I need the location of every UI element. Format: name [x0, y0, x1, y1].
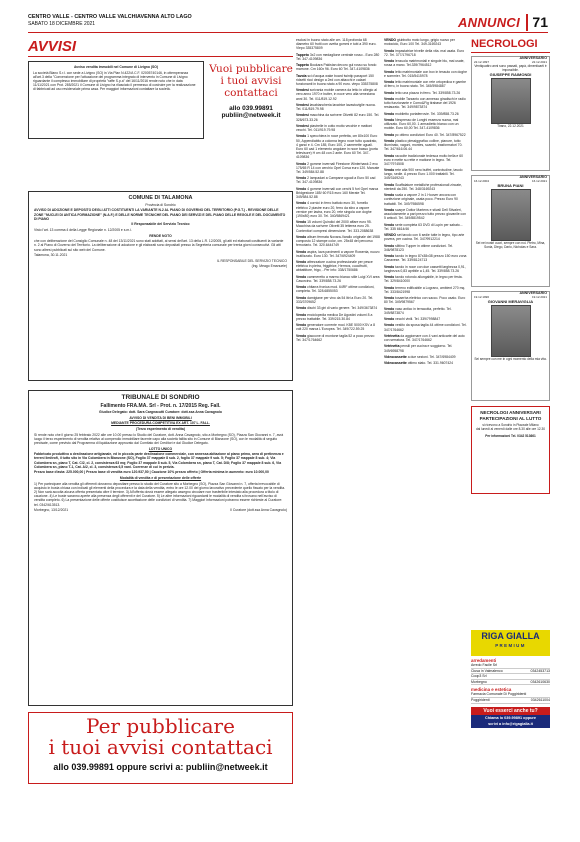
rigagialla-logo-sub: PREMIUM	[495, 643, 526, 648]
promo-small	[209, 63, 293, 139]
classified-ad	[384, 91, 468, 95]
rigagialla-entry-name: Poggiridenti	[471, 697, 490, 702]
necrologi-service-line2: dal lunedì al venerdì dalle ore 8.30 alle ore 12.30	[475, 427, 546, 432]
classified-ad	[384, 49, 468, 57]
classified-ad-text: rete alta 900 nero buffet, controtudine, tavolo lungo, sedie. A prezzo Euro 1.000 trattabili. Tel. 349/3169243	[384, 168, 463, 181]
classified-ad	[384, 168, 468, 180]
classified-ad-lead: Vendo	[296, 295, 307, 300]
classified-ad-text: sci d'acqua wake board twintip passport 150 ridsetti ricci design a 2ed con attacchi e calzari funzionanti in buono stato a 90 euro. vlepo 335375808	[296, 73, 378, 86]
rigagialla-logo	[471, 630, 550, 656]
notice-talamona-place: Talamona, 30.11.2021	[34, 253, 68, 258]
classified-ad-lead: Vendo	[384, 296, 395, 301]
notice-tribunale-body2: Fabbricato produttivo a destinazione artigianale, ed in piccola parte destinazione commerciale, con annessa abitazione al piano primo, area di pertinenza e terreni limitrofi, il tutto sito in Via Colombera in Bianzone (SO), Foglio 37 mappale 8 sub. 2, foglio 37 mappale 9 sub. 5; Foglio 37 mappale 8 sub. 4; Via Colombera sn, piano T, Cat. C/2, cl. 2, consistenza 63 mq; Foglio 37 mappale 8 sub. 5, Via Colombera sn, piano T, Cat. D/8; Foglio 37 mappale 8 sub. 6, Via Colombera sn, piano T-1, Cat. A/2, cl. 3, consistenza 6,5 vani. Coerenze di cui in perizia.	[34, 452, 284, 469]
notice-tribunale	[28, 390, 293, 706]
classified-ad-lead: Vendo	[384, 323, 395, 328]
classified-ad-lead: Vendo	[296, 176, 307, 181]
necrologio-name: BRUNA PIANI	[497, 182, 524, 188]
classified-ad	[296, 250, 380, 258]
classified-ad	[384, 296, 468, 304]
necrologio-date-start: 19.12.1996	[474, 294, 490, 299]
classified-ad-text: set tavolo con 6 sedie tutte in legno, tipo arte povera, per cucina. Tel. 347/9912214	[384, 233, 465, 242]
classified-ad-text: macchina da scrivere Olivetti 82 euro 150. Tel. 328/673.33.26	[296, 113, 380, 122]
classified-ad-lead: VENDO	[384, 233, 397, 238]
classified-ad-text: 4 cornici in ferro battuto euro 30, fornello elettrico 2 piastre euro 20, ferro da stiro a vapore vernice per lastra, euro 20, rete singola con doghe (190x80) euro 30. Tel. 340/5869421	[296, 201, 372, 218]
classified-ad-lead: Vendo	[384, 254, 395, 259]
notice-talamona-rende: RENDE NOTO	[149, 233, 172, 238]
classified-ad-text: 3x2 con medaglione centrale rosso - Euro 280 Tel. 347-4109836	[296, 52, 380, 61]
necrologio-date-end: 22.12.2021	[531, 59, 547, 64]
necrologi-service-title: NECROLOGI ANNIVERSARI PARTECIPAZIONI AL LUTTO	[479, 410, 542, 421]
classified-ad-lead: Vendo	[384, 96, 395, 101]
publication-info	[28, 14, 192, 27]
rigagialla-section-arredamenti: arredamenti	[471, 658, 497, 663]
classified-ad-text: serie completa 63 DVD di Lupin per sabato... Tel. 335 6614/46	[384, 222, 463, 231]
classifieds-column-1	[296, 38, 380, 836]
classified-ad	[384, 118, 468, 130]
portrait-photo	[491, 78, 531, 124]
classified-ad-text: ottimo stato. Tel. 331.9607424	[407, 361, 454, 366]
rigagialla-entry-name: Farmacia Comunale Di Poggiridenti	[471, 692, 527, 697]
notice-talamona-sign2: (Ing. Meago Emanuele)	[251, 264, 287, 269]
classified-ad-lead: Vendo	[384, 264, 395, 269]
necrologio-label: ANNIVERSARIO	[519, 175, 547, 179]
classified-ad-lead: Vendo	[296, 249, 307, 254]
classified-ad	[296, 103, 380, 111]
necrologi-service-line1: si ricevono a Sondrio in Piazzale Milano	[482, 423, 539, 428]
classified-ad	[296, 285, 380, 293]
promo-big-line1: Per pubblicare	[86, 714, 235, 738]
classified-ad-text: tavolo in legno 87x38x38 prezzo 150 euro zona Canavese. Tel. 339/8124713	[384, 254, 467, 263]
classified-ad-lead: Vendo	[296, 201, 307, 206]
necrologi-heading: NECROLOGI	[471, 38, 550, 53]
classified-ad-text: scarpe Dottor Martens e stivali Dell Stivaleri, assolutamente a pari prezzo tutto prezzo giovanile con 5 articoli. Tel. 349/8819542	[384, 207, 466, 221]
rigagialla-email[interactable]: scrivi a info@rigagialla.it	[471, 721, 550, 728]
classified-ad	[384, 38, 468, 46]
classified-ad-lead: Vendo	[296, 323, 307, 328]
classified-ad	[384, 112, 468, 116]
classified-ad-text: album fermata Novara-Varallo originale del 1988 composto 12 stampe color, cm. 25x48 del percorso ferroviario. Tel. 320.6444749	[296, 234, 380, 248]
classified-ad-lead: Vendo	[384, 243, 395, 248]
necrologio-piani	[471, 175, 550, 287]
classified-ad	[384, 265, 468, 273]
classified-ad	[296, 176, 380, 184]
classified-ad-text: tavolo in noce con due cassetti larghezza 0,91, lunghezza 0,83 apribile a 1,45. Tel. 339/858.73.26	[384, 264, 466, 273]
classified-ad	[296, 235, 380, 247]
rigagialla-entry-phone: 0342611004	[530, 697, 550, 702]
classified-ad	[384, 97, 468, 109]
notice-tribunale-sub5: (Terzo esperimento di vendita)	[136, 427, 185, 432]
classified-ad	[384, 244, 468, 252]
classified-ad-text: Boukara Pakistan decoro gul rosso su fondo marrone. Cm 160x 96. Euro 60 Tel. 347-4109836	[296, 63, 377, 72]
classified-ad-text: impastatrice trivelle della vita. mai usata. Euro 72. Tel. 377/1796718	[384, 48, 465, 57]
classified-ad	[296, 334, 380, 342]
classified-ad	[384, 361, 468, 365]
classified-ad-lead: Tavola	[296, 73, 307, 78]
classified-ad	[384, 208, 468, 220]
avvisi-heading: AVVISI	[28, 38, 293, 57]
necrologio-date-start: 16.12.2004	[474, 178, 490, 183]
classified-ad-text: letto matrimoniale con box in tessuto con doghe e sommier. Tel. 015/5415978	[384, 69, 467, 78]
classified-ad-text: cammeretto a marmo bianco stile Luigi XVI area Casorcino. Tel. 339/858.73.26	[296, 274, 380, 283]
classified-ad	[384, 133, 468, 137]
classified-ad-lead: Vendo	[296, 186, 307, 191]
necrologio-date-end: 19.12.2021	[531, 294, 547, 299]
classified-ad-text: 4 gomme invernali con cerchi 5 fori Opel marca Bridgestone 185/ 60 R15 euro 160 Merate Tel. 349/584.52.88	[296, 186, 379, 200]
classified-ad	[384, 154, 468, 166]
classified-ad-lead: Vendo	[384, 153, 395, 158]
classified-ad-text: letto matrimoniale con rete ortopedica e gambe di ferro, in buono stato. Tel. 345/5984887	[384, 80, 467, 89]
classified-ad-text: dischi 33 giri di vario genere. Tel. 349/3673874	[307, 306, 378, 311]
classified-ad-lead: Vendo	[384, 69, 395, 74]
classified-ad	[296, 296, 380, 304]
classified-ad-text: aspira, lava pavimenti a vapore Rowenta, nuovo inutilizzato. Euro 130. Tel. 347/6924409	[296, 249, 380, 258]
classified-ad-text: piastrelle in cotto motto vecchie e mattoni vecchi. Tel. 011/919.79.98	[296, 123, 372, 133]
classified-ad-text: vaso antico in terracotta, perfetto. Tel. 349/8873874	[384, 306, 452, 315]
classified-ad-text: da aggiornare con 4 vani anticarte del auto con serratura. Tel. 347/1764662	[384, 333, 465, 343]
classified-ad-lead: Vendo	[296, 306, 307, 311]
classified-ad	[384, 59, 468, 67]
necrologio-text: Sei nei nostri cuori, sempre con noi. Pietro, Mina, Sonia, Diego, Dario, Nicholas e Sara.	[475, 240, 546, 249]
classified-ad	[296, 220, 380, 232]
classified-ad	[296, 113, 380, 121]
avvisi-column	[28, 38, 293, 836]
classified-ad	[384, 233, 468, 241]
rigagialla-entry	[471, 680, 550, 686]
notice-tribunale-title: TRIBUNALE DI SONDRIO	[121, 394, 200, 401]
rigagialla-entry	[471, 698, 550, 704]
classified-ad	[384, 317, 468, 321]
rigagialla-entry-name: Coop3 Srl	[471, 674, 487, 679]
notice-livigno-body: La società Blano S.r.l. con sede a Livigno (SO) in Via Plan N.422/A C.F. 02005740146, in ottemperanza all'art.3 della "Convenzione per l'attuazione del programma integrato di intervento in Comune di Livigno riguardante il complesso immobiliare di proprietà "raffe S.p.a" del 16/11/2016 rende noto che in data 11/11/2021 con Prot. 285/2021 il Comune di Livigno ha rilasciato il permesso di costruire per la realizzazione di fabbricati ad uso residenziale prima casa. Per maggiori informazioni contattare la società.	[33, 70, 196, 92]
classified-ad	[296, 162, 380, 174]
notice-livigno	[28, 61, 204, 139]
classified-ad-lead: Vendo	[384, 222, 395, 227]
classified-ad-text: 15 volumi Quindici del 2000 affare euro 95. Macchina da scrivere Olivetti 35 letterea euro 25. Contenitori compresi dimensione. Tel. 333.2088638	[296, 220, 374, 233]
classified-ad-lead: Vendo	[296, 220, 307, 225]
promo-small-phone: allo 039.99891	[229, 105, 273, 112]
classified-ad	[384, 139, 468, 151]
classified-ad	[296, 88, 380, 100]
classified-ad-text: Scaffalature metalliche professionali zincate, nientedi da 250. Tel. 348/3169243	[384, 182, 462, 191]
necrologio-date-end: 16.12.2021	[531, 178, 547, 183]
promo-big-line2: i tuoi avvisi contattaci	[48, 735, 273, 759]
classified-ad-lead: Vendo	[384, 193, 395, 198]
classified-ad-text: 1 specchiera in noce perfetta, cm 80x100 Euro 50, Appendiabito a colonna legno noce tutto quadrato, 4 ganci e 4. Cm 185, Euro 100, 2 camerette uguali. Euro 60 cad 1 elemento angolare in noce basso (porta televisore) H cm 48 con 2 ante. Euro 60 Tel. 347-4109836	[296, 134, 378, 160]
classified-ad-text: letto una piazza in ferro. Tel. 339/858.73.26	[395, 90, 461, 95]
notice-talamona-subtitle: Provincia di Sondrio	[145, 202, 176, 207]
classified-ad-text: enciclopedia medica De Agostini volumi 8 a prezzo trattabile. Tel. 339/215.30.84	[296, 312, 373, 321]
classified-ad-lead: Vendo	[296, 134, 307, 139]
rigagialla-entry-name: Morbegno	[471, 679, 487, 684]
notice-tribunale-lot: LOTTO UNICO	[148, 446, 173, 451]
classified-ad	[296, 38, 380, 50]
notice-talamona-heading: AVVISO DI ADOZIONE E DEPOSITO DEGLI ATTI COSTITUENTI LA VARIANTE N.2 AL PIANO DI GOVERNO DEL TERRITORIO (P.G.T.) - REVISIONE DELLE ZONE "NUCLEI DI ANTICA FORMAZIONE" (N.A.F.) E DELLE NORME TECNICHE DEL PIANO DEI SERVIZI E DEL PIANO DELLE REGOLE E DEL DOCUMENTO DI PIANO	[34, 208, 286, 221]
classified-ad-text: scala a vapore 2 in 1 Hoover ancora con confezione originale, usata poco. Prezzo Euro 90 trattabili. Tel. 349/7986598	[384, 193, 458, 206]
notice-livigno-title: Avviso vendita immobili nel Comune di Livigno (SO)	[73, 65, 159, 69]
notice-tribunale-sign: Il Curatore (dott.ssa Anna Cavagnolo)	[230, 508, 287, 513]
necrologio-name: GIUSEPPE RAIMONDI	[489, 71, 532, 77]
classified-ad	[296, 63, 380, 71]
rigagialla-section-medicina: medicina e estetica	[471, 687, 512, 693]
portrait-photo	[491, 305, 531, 357]
classified-ad	[384, 355, 468, 359]
notice-talamona-body: che con deliberazione del Consiglio Comunale n. 48 del 13/11/2021 sono stati adottati, ai sensi dell'art. 13 della L.R. 12/2005, gli atti ed elaborati costituenti la variante n. 2 al Piano di Governo del Territorio. La deliberazione di adozione e gli elaborati sono depositati presso la Segreteria comunale per trenta giorni consecutivi. Gli atti sono altresì pubblicati sul sito web del Comune.	[34, 239, 284, 252]
classified-ad-lead: Vendo	[296, 234, 307, 239]
classified-ad-lead: Vendo	[384, 306, 395, 311]
necrologi-service-phone: Per informazioni Tel. 0342 513661	[485, 434, 536, 438]
classified-ad-lead: Vendo	[384, 90, 395, 95]
necrologio-meraviglia	[471, 291, 550, 401]
classified-ad-lead: Tappeto	[296, 52, 309, 57]
notice-talamona-sign1: IL RESPONSABILE DEL SERVIZIO TECNICO	[216, 258, 287, 263]
classified-ad-text: lenzuola matrimoniali e singole blu, mai usate, rossa a mano. Tel.339/7964512	[384, 59, 465, 68]
classified-ad	[384, 307, 468, 315]
necrologi-service-box	[471, 406, 550, 494]
classified-ad-text: giaccone di montone taglia 52 a poco prezzo Tel. 347/1764662	[296, 333, 375, 342]
classified-ad-text: vestito da sposa taglia 44 ottime condizioni. Tel. 347/1764662	[384, 323, 467, 332]
necrologio-date-start: 22.12.1997	[474, 59, 490, 64]
classified-ad-text: 2 gomme invernali Firestone Winterhawk 2 evo 175/65 R 14 con cerchio Opel Corsa euro 120. Marcate Tel. 349/584.52.88	[296, 161, 380, 174]
classified-ad	[384, 80, 468, 88]
classified-ad-lead: Vendo	[384, 317, 395, 322]
classified-ad-text: mobile Tarzanto con annesso giradischi e radio tutto funzionante e Como&Fig tirabase del 1926 restaurato. Tel. 349/9873874	[384, 96, 466, 110]
classified-ad-lead: Vetrinetta	[384, 344, 400, 349]
notice-tribunale-place: Morbegno, 13/12/2021	[34, 508, 69, 513]
classified-ad	[384, 70, 468, 78]
notice-tribunale-sub4: MEDIANTE PROCEDURA COMPETITIVA EX ART. 107 L. FALL.	[111, 421, 210, 426]
classified-ad-text: mobiletto portaferrovie. Tel. 339/858.73.26	[395, 111, 459, 116]
notice-tribunale-sub1: Fallimento FRA.MA. Srl - Prot. n. 17/2015 Reg. Fall.	[100, 402, 221, 409]
classified-ad-lead: Vendo	[296, 260, 307, 265]
necrologio-place: Tirano, 22.12.2021	[497, 123, 524, 128]
classified-ad	[384, 183, 468, 191]
classified-ad-lead: Vendo	[296, 285, 307, 290]
notice-talamona	[28, 191, 293, 381]
rigagialla-list-medicina	[471, 692, 550, 703]
classified-ad-lead: Videocassette	[384, 354, 407, 359]
notice-tribunale-sub2: Giudice Delegato: dott. Sara Cargnacutti Curatore: dott.ssa Anna Cavagnolo	[99, 410, 222, 415]
classified-ad-lead: Vendo	[384, 111, 395, 116]
classified-ad-text: chitarra fronica mod. 64RF ottime condizioni, completa. Tel. 328.6855053	[296, 285, 375, 294]
classified-ad-lead: Vendo	[384, 168, 395, 173]
necrologio-name: GIOVANNI MERAVIGLIA	[487, 298, 534, 304]
classified-ad	[384, 254, 468, 262]
necrologi-section	[471, 38, 550, 496]
classified-ad-lead: Vendesi	[296, 102, 309, 107]
classified-ad	[296, 313, 380, 321]
classified-ad-text: attrezzature cucina professionale per pesce elettrica in pietra, friggitrice, Hermos, cuocifrutti, abbattitore, frigo, ..Per info: 338/1750686	[296, 260, 373, 273]
promo-small-line3: contattaci	[224, 87, 278, 99]
classified-ad	[384, 286, 468, 294]
notice-tribunale-prices: Prezzo base d'asta: 225.000,00 | Prezzo base di vendita euro 120.937,50 | Cauzione 10% prezzo offerto | Offerta minima in aumento: euro 10.000,00	[34, 470, 269, 475]
classified-ad	[296, 187, 380, 199]
classified-ad-lead: Vendo	[384, 117, 395, 122]
classified-ad-text: vecchi vinili. Tel. 339/7998847	[395, 317, 441, 322]
classified-ad-text: pensili per cucina e soggiorno. Tel. 349/6958798	[384, 344, 453, 353]
rigagialla-list-arredamenti	[471, 663, 550, 685]
classified-ad-lead: Vendo	[296, 274, 307, 279]
rigagialla-question: Vuoi esserci anche tu?	[471, 707, 550, 715]
classified-ad	[296, 134, 380, 159]
classified-ad-text: esclusi in buono stato alle cm. 118 profonda 68 diametro 60 frutti con uvetta gommi e tubi a 390 euro. Vlepo 335375809	[296, 38, 377, 51]
classifieds-column-2	[384, 38, 468, 836]
classified-ad	[384, 223, 468, 231]
classified-ad	[296, 53, 380, 61]
classified-ad	[384, 334, 468, 342]
necrologio-label: ANNIVERSARIO	[519, 56, 547, 60]
necrologio-label: ANNIVERSARIO	[519, 291, 547, 295]
notice-tribunale-sub3: AVVISO DI VENDITA DI BENI IMMOBILI	[129, 415, 192, 420]
classified-ad-lead: Vendo	[296, 161, 307, 166]
promo-big	[28, 712, 293, 784]
classified-ad-text: raccolte tradizionale tedesca molto bella e 60 euro e mette su rette e mattone in legno. Tel. 347/7974508	[384, 153, 463, 166]
necrologio-raimondi	[471, 56, 550, 171]
rigagialla-entry-phone: 0342453713	[530, 668, 550, 673]
classified-ad-text: slittino Tupper in ottime condizioni. Tel. 346/9878123	[384, 243, 454, 252]
necrologio-text: Sei sempre con me in ogni momento della mia vita.	[474, 356, 547, 361]
classified-ad-lead: Vendo	[384, 48, 395, 53]
rigagialla-ad	[471, 630, 550, 810]
classified-ad-text: scrivania mobile camera da letto in ciliegio al vero anno 1970 e butter, in noce vero alla veneziana anni 30. Tel. 011/819.12.92	[296, 88, 377, 101]
classified-ad-lead: Videocassette	[384, 361, 407, 366]
classified-ad	[384, 323, 468, 331]
classified-ad-lead: Vendo	[296, 312, 307, 317]
classified-ad-text: a due sezioni. Tel. 347/6984409	[407, 354, 456, 359]
classified-ad-text: lavabiancheria lavatrice lavastoviglie nuova. Tel. 011/819.79.98	[296, 102, 376, 112]
classified-ad-lead: Vendesi	[296, 113, 309, 118]
classified-ad-lead: Tappeto	[296, 63, 309, 68]
header-divider	[526, 14, 528, 31]
classified-ad-text: generatore corrente mod. KBE 5000 KSV a 8 volt 220 marca L'Europea. Tel. 349/722.59.25	[296, 323, 375, 332]
classified-ad-lead: VENDO	[384, 38, 397, 42]
classified-ad	[384, 344, 468, 352]
classified-ad	[384, 275, 468, 283]
notice-talamona-law: Visto l'art. 13 comma 4 della Legge Regionale n. 12/2005 e s.m.i.	[34, 228, 132, 233]
publication-name: CENTRO VALLE - CENTRO VALLE VALCHIAVENNA ALTO LAGO	[28, 14, 192, 20]
notice-tribunale-terms: 1) Per partecipare alla vendita gli offerenti dovranno depositare presso lo studio del Curatore sito a Morbegno (SO), Piazza San Giovanni n. 7, offerta irrevocabile di acquisto in busta chiusa con indicati gli elementi della procedura e la data della vendita, entro le ore 12.00 del giorno lavorativo precedente quello fissato per la vendita. 2) Non sarà accolta alcuna offerta presentata oltre il termine. 3) All'offerta dovrà essere allegato assegno circolare non trasferibile intestato alla procedura a titolo di cauzione. 4) Le buste saranno aperte alla presenza degli offerenti e del Curatore. 5) Le altre informazioni riguardanti le modalità di vendita si trovano nell'avviso di vendita completo. 6) La presentazione delle offerte costituisce accettazione delle condizioni di vendita. 7) Maggiori informazioni potranno essere richieste al Curatore: tel. 0342/613513.	[34, 481, 286, 507]
classified-ad-lead: Vetrinetta	[384, 333, 400, 338]
notice-talamona-title: COMUNE DI TALAMONA	[128, 195, 193, 201]
classified-ad-lead: Vendo	[384, 182, 395, 187]
classified-ad-lead: Vendo	[384, 80, 395, 84]
classified-ad-lead: Vendo	[384, 207, 395, 212]
promo-big-contact[interactable]: allo 039.99891 oppure scrivi a: publiin@netweek.it	[53, 762, 268, 772]
classified-ad-lead: Vendo	[384, 132, 395, 137]
promo-small-line2: i tuoi avvisi	[220, 75, 282, 87]
page-header	[28, 14, 548, 33]
classified-ad-text: damigiane per vino da 54 litri a Euro 20. Tel. 333/3709652	[296, 295, 374, 304]
rigagialla-entry-phone: 0342610630	[530, 679, 550, 684]
classified-ad-text: tosaerba elettrico con sacco. Poco usato. Euro 80 Tel. 349/9879567	[384, 296, 466, 305]
rigagialla-entry-name: Ciusa in Valmalenco	[471, 668, 503, 673]
promo-small-email[interactable]: publiin@netweek.it	[221, 112, 281, 119]
classified-ad-text: tavolo rotondo allungabile, in legno per festa. Tel. 329/8410000	[384, 275, 463, 284]
notice-tribunale-body1: Si rende noto che il giorno 25 febbraio 2022 alle ore 10.00 presso lo Studio del Curatore, dott. Anna Cavagnolo, sito a Morbegno (SO), Piazza San Giovanni n. 7, avrà luogo il terzo esperimento di vendita relativo al compendio immobiliare facente capo alla società fallita sito in Comune di Bianzone (SO), con le modalità di seguito precisate, come previsto dal Programma di liquidazione approvato dal Comitato dei Creditori e dal Giudice Delegato.	[34, 432, 284, 446]
classified-ad	[384, 193, 468, 205]
classified-ad-text: terreno edificabile a Lograno, ambient 270 mq. Tel. 333/8421998	[384, 285, 466, 294]
classified-ad-lead: Vendesi	[296, 123, 309, 128]
classified-ad-lead: Vendo	[384, 59, 395, 63]
classified-ad	[296, 323, 380, 331]
notice-talamona-office: Il Responsabile del Servizio Tecnico	[131, 222, 190, 227]
classified-ad	[296, 275, 380, 283]
classified-ad-text: pc ottimo condizioni Euro 40. Tel. 347/8967522	[395, 132, 466, 137]
classified-ad-lead: Vendesi	[296, 88, 309, 93]
portrait-photo	[491, 189, 531, 241]
rigagialla-phone: Chiama lo 039.99891 oppure	[471, 715, 550, 722]
classified-ad-text: Nespresso de Longhi essenza nuova, mai utilizzato. Euro 60,00. 1 armadietto bianco con un mobile. Euro 60,00 Tel. 347-4109836	[384, 117, 459, 131]
publication-date: SABATO 18 DICEMBRE 2021	[28, 20, 96, 27]
classified-ad	[296, 74, 380, 86]
classified-ad-text: plastico plessiggrafico colline, pianure, tutto illuminato, vagoni, montes, scambi, trasformatori 70. Tel. 347/616.06.44	[384, 138, 463, 152]
classified-ad-lead: Vendo	[296, 333, 307, 338]
classified-ad	[296, 260, 380, 272]
classified-ad-text: giubbotto moto lungo, grigio nuovo per motociclo, Euro 100 Tel. 349-3169243	[384, 38, 455, 47]
necrologio-text: Ventiquattro anni sono passati, papà, dimenticarti è impossibile.	[474, 63, 547, 72]
classified-ad	[296, 124, 380, 132]
section-title: ANNUNCI	[457, 15, 520, 30]
classified-ad-lead: Vendo	[384, 275, 395, 280]
promo-small-line1: Vuoi pubblicare	[209, 63, 293, 75]
classified-ad-lead: Vendo	[384, 138, 395, 143]
notice-tribunale-terms-title: Modalità di vendita e di presentazione delle offerte	[119, 476, 202, 481]
classified-ad-lead: Vendo	[384, 285, 395, 290]
classified-ad	[296, 201, 380, 218]
classified-ad-text: 2 lampadari a Campane uguali a Euro 50 cad Tel. 347-4109836	[296, 176, 376, 185]
rigagialla-logo-text: RIGA GIALLA	[481, 631, 540, 641]
rigagialla-entry-name: Arredo Facile Srl	[471, 663, 498, 667]
page-number: 71	[532, 14, 548, 30]
classified-ad	[296, 306, 380, 310]
